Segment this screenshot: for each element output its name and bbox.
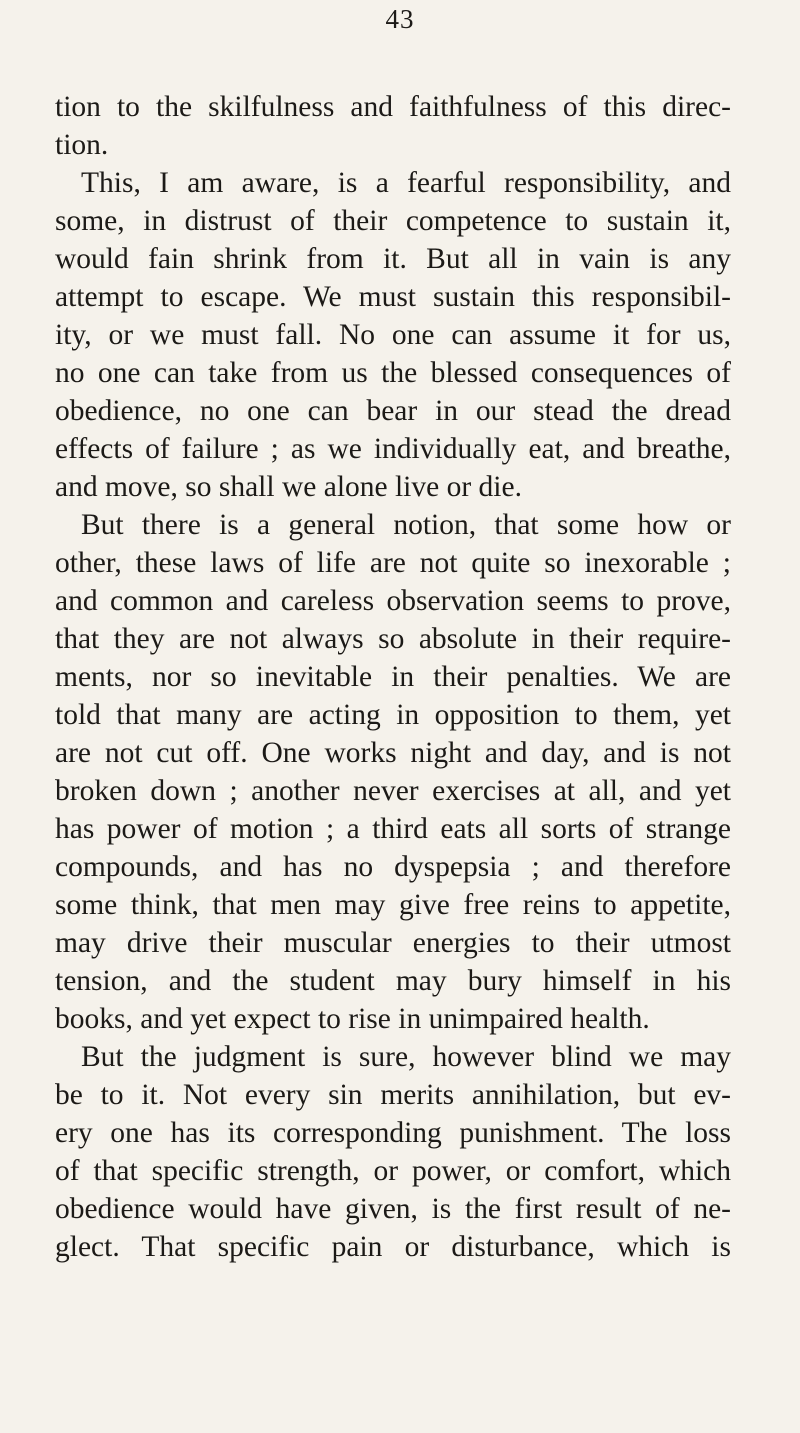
text-line: has power of motion ; a third eats all sorts of strange — [55, 813, 731, 845]
text-line: ments, nor so inevitable in their penalties. We are — [55, 661, 731, 693]
text-line: obedience, no one can bear in our stead the dread — [55, 395, 731, 427]
text-line: books, and yet expect to rise in unimpaired health. — [55, 1003, 650, 1035]
text-line: would fain shrink from it. But all in vain is any — [55, 243, 731, 275]
text-line: told that many are acting in opposition to them, yet — [55, 699, 731, 731]
text-line: some, in distrust of their competence to sustain it, — [55, 205, 731, 237]
text-line: and common and careless observation seems to prove, — [55, 585, 731, 617]
text-line: tion. — [55, 129, 109, 161]
text-line: glect. That specific pain or disturbance, which is — [55, 1231, 731, 1263]
text-line: other, these laws of life are not quite so inexorable ; — [55, 547, 731, 579]
text-line: But there is a general notion, that some how or — [81, 509, 731, 541]
text-line: But the judgment is sure, however blind we may — [81, 1041, 731, 1073]
text-line: ity, or we must fall. No one can assume it for us, — [55, 319, 731, 351]
page-number: 43 — [385, 4, 415, 34]
text-line: This, I am aware, is a fearful responsibility, and — [81, 167, 731, 199]
text-line: attempt to escape. We must sustain this responsibil- — [55, 281, 731, 313]
text-line: tension, and the student may bury himself in his — [55, 965, 731, 997]
text-line: be to it. Not every sin merits annihilation, but ev- — [55, 1079, 731, 1111]
text-line: no one can take from us the blessed consequences of — [55, 357, 731, 389]
text-line: tion to the skilfulness and faithfulness of this direc- — [55, 91, 731, 123]
text-line: broken down ; another never exercises at all, and yet — [55, 775, 731, 807]
text-line: of that specific strength, or power, or comfort, which — [55, 1155, 731, 1187]
text-line: compounds, and has no dyspepsia ; and therefore — [55, 851, 731, 883]
text-line: that they are not always so absolute in their require- — [55, 623, 731, 655]
text-line: may drive their muscular energies to their utmost — [55, 927, 731, 959]
text-line: some think, that men may give free reins to appetite, — [55, 889, 731, 921]
text-line: ery one has its corresponding punishment. The loss — [55, 1117, 731, 1149]
text-line: are not cut off. One works night and day, and is not — [55, 737, 731, 769]
body-text — [55, 88, 731, 1266]
text-line: and move, so shall we alone live or die. — [55, 471, 522, 503]
text-line: obedience would have given, is the first result of ne- — [55, 1193, 731, 1225]
text-line: effects of failure ; as we individually eat, and breathe, — [55, 433, 731, 465]
